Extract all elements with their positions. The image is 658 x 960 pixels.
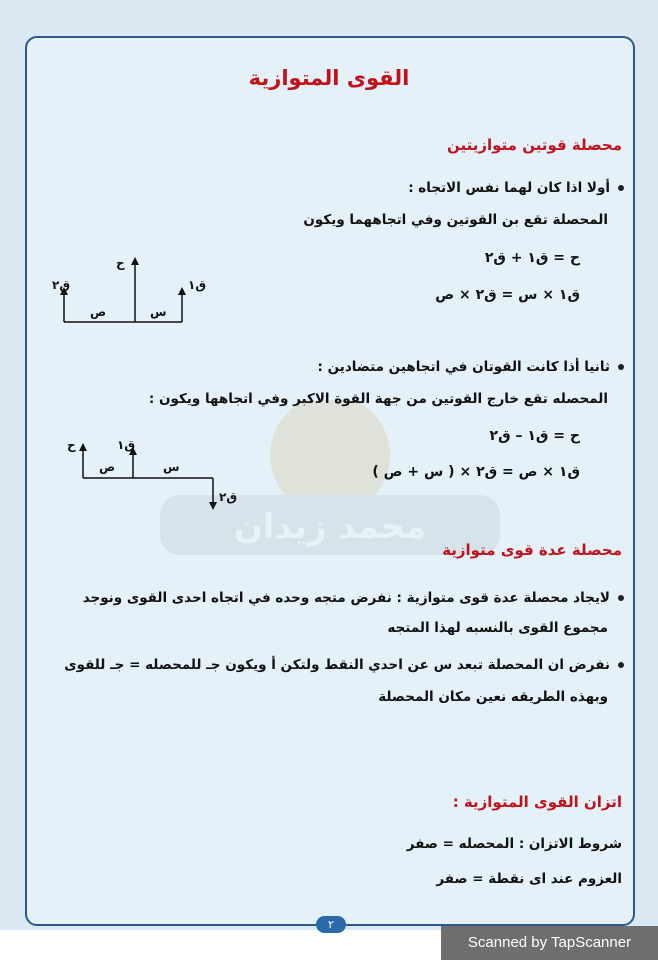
- label-f1: ق١: [117, 438, 136, 452]
- section2-bullet1: [64, 590, 624, 606]
- label-f2: ق٢: [52, 278, 71, 292]
- section2-bullet1-line1: لايجاد محصلة عدة قوى متوازية : نفرض متجه وحده في اتجاه احدى القوى ونوجد: [82, 590, 610, 606]
- bullet-icon: [618, 595, 624, 601]
- case2-diagram-svg: [55, 430, 245, 515]
- label-r: ح: [67, 438, 76, 452]
- case2-eq1: ح = ق١ – ق٢: [489, 428, 580, 444]
- case2-eq2: ق١ × ص = ق٢ × ( س + ص ): [372, 464, 580, 480]
- case1-eq2: ق١ × س = ق٢ × ص: [435, 287, 580, 303]
- page-number: ٢: [316, 916, 346, 933]
- label-p: ص: [90, 305, 107, 319]
- case1-text: المحصلة تقع بن القوتين وفي اتجاههما ويكون: [303, 212, 608, 228]
- case1-bullet-text: أولا اذا كان لهما نفس الاتجاه :: [408, 180, 610, 196]
- label-s: س: [163, 460, 180, 474]
- page-title: القوى المتوازية: [248, 66, 410, 90]
- section3-line1: شروط الاتزان : المحصله = صفر: [406, 836, 622, 852]
- section2-bullet2-line2: وبهذه الطريقه نعين مكان المحصلة: [378, 689, 608, 705]
- label-f2: ق٢: [219, 490, 238, 504]
- label-f1: ق١: [188, 278, 207, 292]
- scanner-footer: Scanned by TapScanner: [441, 926, 658, 960]
- watermark-text: محمد زيدان: [233, 507, 427, 547]
- section2-bullet2: [64, 657, 624, 673]
- section2-bullet2-line1: نفرض ان المحصلة تبعد س عن احدي النقط ولتكن أ ويكون جـ للمحصله = جـ للقوى: [64, 657, 610, 673]
- section3-line2: العزوم عند اى نقطة = صفر: [436, 871, 622, 887]
- section2-heading: محصلة عدة قوى متوازية: [442, 541, 622, 559]
- case2-text: المحصله تقع خارج القوتين من جهة القوة الاكبر وفي اتجاهها ويكون :: [148, 391, 608, 407]
- case2-diagram: [55, 430, 245, 515]
- label-s: س: [150, 305, 167, 319]
- case2-bullet: [318, 359, 625, 375]
- case1-eq1: ح = ق١ + ق٢: [484, 250, 580, 266]
- bullet-icon: [618, 662, 624, 668]
- case2-bullet-text: ثانيا أذا كانت القوتان في اتجاهين متضادين :: [317, 359, 610, 375]
- section3-heading: اتزان القوى المتوازية :: [452, 793, 622, 811]
- case1-bullet: [408, 180, 624, 196]
- bullet-icon: [618, 364, 624, 370]
- case1-diagram: [40, 250, 220, 330]
- section1-heading: محصلة قوتين متوازيتين: [447, 136, 622, 154]
- bullet-icon: [618, 185, 624, 191]
- label-r: ح: [116, 256, 125, 270]
- section2-bullet1-line2: مجموع القوى بالنسبه لهذا المتجه: [387, 620, 608, 636]
- label-p: ص: [99, 460, 116, 474]
